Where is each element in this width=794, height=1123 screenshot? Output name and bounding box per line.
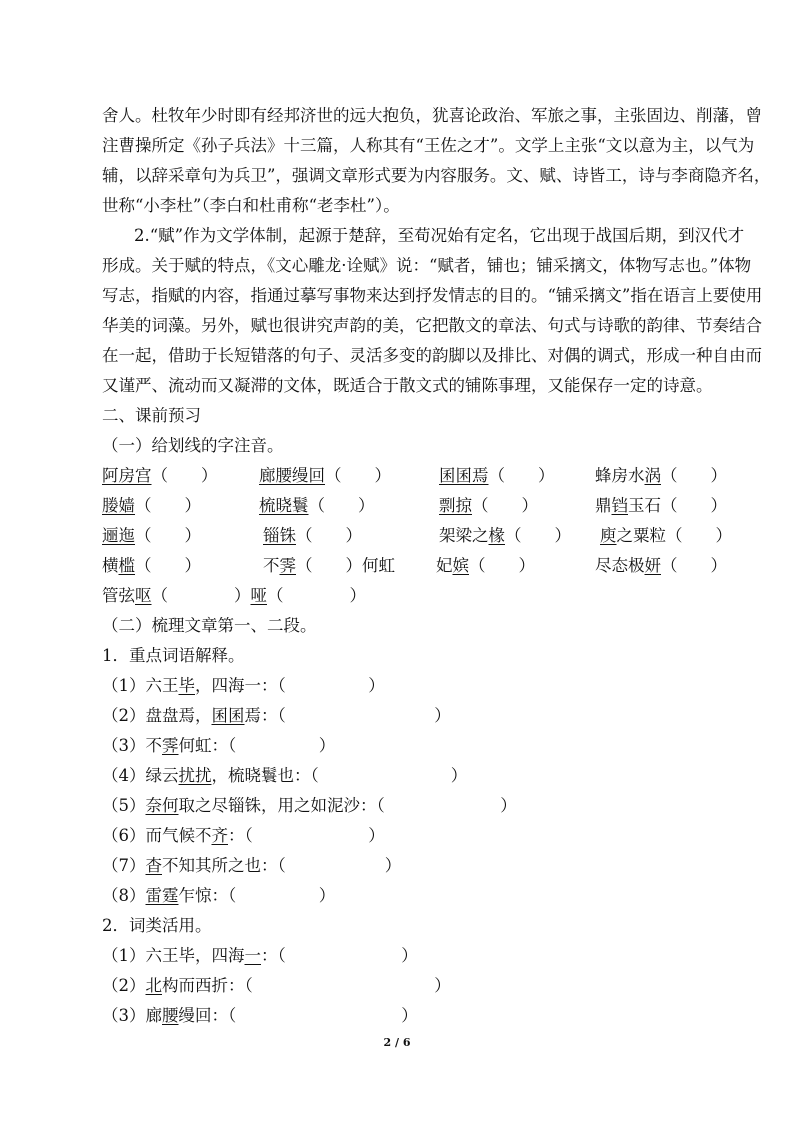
vocab-item: （2）盘盘焉，囷囷焉：（ ） (102, 706, 451, 725)
pinyin-item: 鼎铛玉石（ ） (595, 496, 727, 515)
fu-line-2: 形成。关于赋的特点，《文心雕龙·诠赋》说：“赋者，铺也；铺采摛文，体物写志也。”体物 (102, 256, 752, 275)
pinyin-item: 媵嫱（ ） (102, 496, 201, 515)
pinyin-heading: （一）给划线的字注音。 (102, 436, 284, 455)
vocab-item: （3）不霁何虹：（ ） (102, 736, 336, 755)
vocab-item: （6）而气候不齐：（ ） (102, 826, 385, 845)
pinyin-item: 剽掠（ ） (439, 496, 538, 515)
section-heading: 二、课前预习 (102, 406, 201, 425)
fu-line-1: 2.“赋”作为文学体制，起源于楚辞，至荀况始有定名，它出现于战国后期，到汉代才 (134, 226, 745, 245)
intro-line-4: 世称“小李杜”（李白和杜甫称“老李杜”）。 (102, 196, 400, 215)
fu-line-3: 写志，指赋的内容，指通过摹写事物来达到抒发情志的目的。“铺采摛文”指在语言上要使用 (102, 286, 763, 305)
pinyin-item: 妃嫔（ ） (436, 556, 535, 575)
pinyin-item: 尽态极妍（ ） (595, 556, 727, 575)
vocab-item: （8）雷霆乍惊：（ ） (102, 886, 336, 905)
vocab-heading: 1．重点词语解释。 (102, 646, 245, 665)
fu-line-6: 又谨严、流动而又凝滞的文体，既适合于散文式的铺陈事理，又能保存一定的诗意。 (102, 376, 713, 395)
pinyin-item: 不霁（ ）何虹 (263, 556, 395, 575)
intro-line-3: 辅，以辞采章句为兵卫”，强调文章形式要为内容服务。文、赋、诗皆工，诗与李商隐齐名， (102, 166, 771, 185)
pinyin-item: 囷囷焉（ ） (439, 466, 555, 485)
intro-line-2: 注曹操所定《孙子兵法》十三篇，人称其有“王佐之才”。文学上主张“文以意为主，以气为 (102, 136, 755, 155)
page-number: 2 / 6 (383, 1036, 411, 1049)
vocab-item: （5）奈何取之尽锱铢，用之如泥沙：（ ） (102, 796, 517, 815)
intro-line-1: 舍人。杜牧年少时即有经邦济世的远大抱负，犹喜论政治、军旅之事，主张固边、削藩，曾 (102, 106, 762, 125)
pinyin-item: 廊腰缦回（ ） (259, 466, 391, 485)
pinyin-item: 管弦呕（ ）哑（ ） (102, 586, 366, 605)
usage-item: （1）六王毕，四海一：（ ） (102, 946, 418, 965)
pinyin-item: 庾之粟粒（ ） (600, 526, 732, 545)
pinyin-item: 阿房宫（ ） (102, 466, 218, 485)
usage-item: （2）北构而西折：（ ） (102, 976, 451, 995)
pinyin-item: 逦迤（ ） (102, 526, 201, 545)
usage-heading: 2．词类活用。 (102, 916, 212, 935)
pinyin-item: 横槛（ ） (102, 556, 201, 575)
usage-item: （3）廊腰缦回：（ ） (102, 1006, 418, 1025)
vocab-item: （7）杳不知其所之也：（ ） (102, 856, 402, 875)
vocab-item: （4）绿云扰扰，梳晓鬟也：（ ） (102, 766, 468, 785)
fu-line-5: 在一起，借助于长短错落的句子、灵活多变的韵脚以及排比、对偶的调式，形成一种自由而 (102, 346, 762, 365)
fu-line-4: 华美的词藻。另外，赋也很讲究声韵的美，它把散文的章法、句式与诗歌的韵律、节奏结合 (102, 316, 762, 335)
pinyin-item: 蜂房水涡（ ） (595, 466, 727, 485)
pinyin-item: 架梁之椽（ ） (439, 526, 571, 545)
vocab-item: （1）六王毕，四海一：（ ） (102, 676, 385, 695)
sub-heading: （二）梳理文章第一、二段。 (102, 616, 317, 635)
pinyin-item: 梳晓鬟（ ） (259, 496, 375, 515)
pinyin-item: 锱铢（ ） (263, 526, 362, 545)
